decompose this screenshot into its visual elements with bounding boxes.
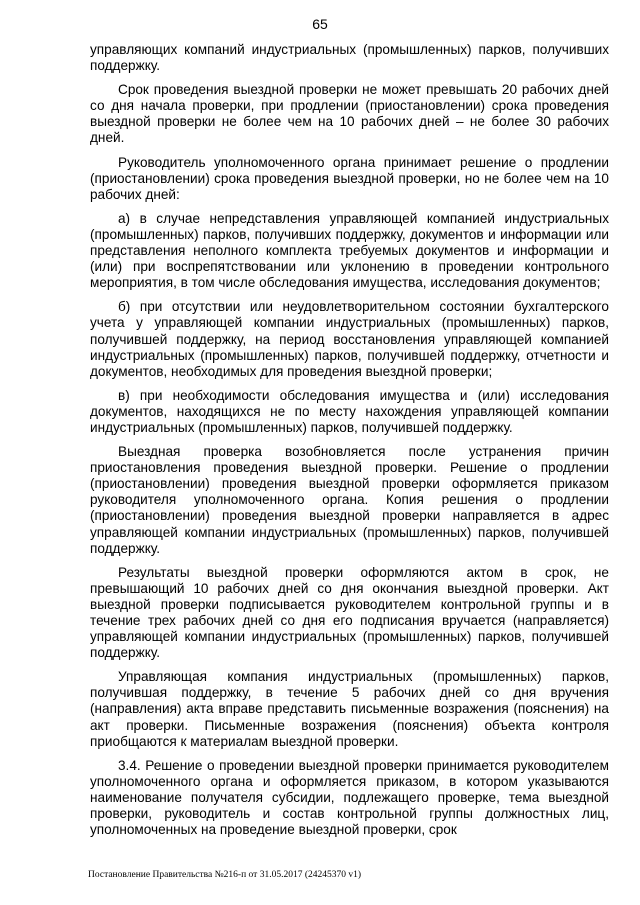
document-footer: Постановление Правительства №216-п от 31.05.2017 (24245370 v1)	[88, 870, 362, 880]
paragraph-resumption: Выездная проверка возобновляется после устранения причин приостановления проведения выездной проверки. Решение о продлении (приостановлении) проведения выездной проверки оформляется приказом руководителя уполномоченного органа. Копия решения о продлении (приостановлении) проведения выездной проверки направляется в адрес управляющей компании индустриальных (промышленных) парков, получившей поддержку.	[90, 444, 609, 556]
paragraph-objections: Управляющая компания индустриальных (промышленных) парков, получившая поддержку, в течение 5 рабочих дней со дня вручения (направления) акта вправе представить письменные возражения (пояснения) на акт проверки. Письменные возражения (пояснения) объекта контроля приобщаются к материалам выездной проверки.	[90, 669, 609, 749]
list-item-v: в) при необходимости обследования имущества и (или) исследования документов, находящихся не по месту нахождения управляющей компании индустриальных (промышленных) парков, получившей поддержку.	[90, 387, 609, 435]
list-item-b: б) при отсутствии или неудовлетворительном состоянии бухгалтерского учета у управляющей компании индустриальных (промышленных) парков, получившей поддержку, на период восстановления управляющей компанией индустриальных (промышленных) парков, получившей поддержку, отчетности и документов, необходимых для проведения выездной проверки;	[90, 299, 609, 379]
document-body	[90, 42, 609, 846]
list-item-a: а) в случае непредставления управляющей компанией индустриальных (промышленных) парков, получивших поддержку, документов и информации или представления неполного комплекта требуемых документов и информации и (или) при воспрепятствовании или уклонению в проведении контрольного мероприятия, в том числе обследования имущества, исследования документов;	[90, 210, 609, 291]
page-number: 65	[312, 16, 328, 32]
paragraph-inspection-results: Результаты выездной проверки оформляются актом в срок, не превышающий 10 рабочих дней со дня окончания выездной проверки. Акт выездной проверки подписывается руководителем контрольной группы и в течение трех рабочих дней со дня его подписания вручается (направляется) управляющей компании индустриальных (промышленных) парков, получившей поддержку.	[90, 564, 609, 661]
paragraph-section-3-4: 3.4. Решение о проведении выездной проверки принимается руководителем уполномоченного органа и оформляется приказом, в котором указываются наименование получателя субсидии, подлежащего проверке, тема выездной проверки, руководитель и состав контрольной группы должностных лиц, уполномоченных на проведение выездной проверки, срок	[90, 757, 609, 838]
paragraph-continuation: управляющих компаний индустриальных (промышленных) парков, получивших поддержку.	[90, 42, 609, 74]
paragraph-inspection-duration: Срок проведения выездной проверки не может превышать 20 рабочих дней со дня начала проверки, при продлении (приостановлении) срока проведения выездной проверки не более чем на 10 рабочих дней – не более 30 рабочих дней.	[90, 82, 609, 146]
paragraph-extension-decision: Руководитель уполномоченного органа принимает решение о продлении (приостановлении) срока проведения выездной проверки, но не более чем на 10 рабочих дней:	[90, 154, 609, 202]
